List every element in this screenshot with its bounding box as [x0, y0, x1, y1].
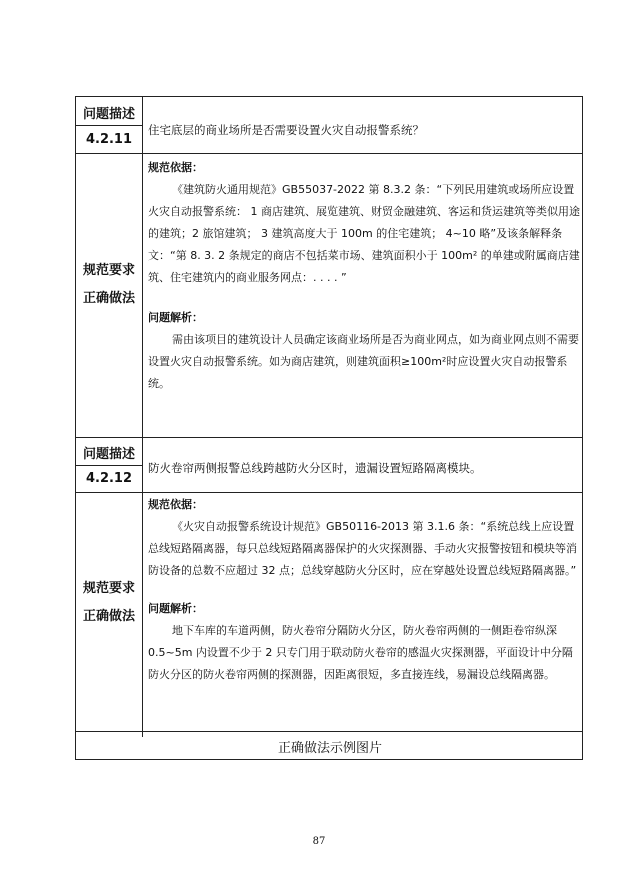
example-images-title: 正确做法示例图片 — [277, 741, 382, 756]
row-divider — [76, 492, 582, 493]
analysis-title: 问题解析： — [148, 311, 203, 324]
requirement-label — [76, 257, 142, 313]
issue-code: 4.2.11 — [85, 132, 133, 147]
requirement-label-line2: 正确做法 — [82, 609, 135, 624]
page-number: 87 — [312, 836, 326, 847]
analysis-title: 问题解析： — [148, 602, 203, 615]
requirement-label-line2: 正确做法 — [82, 291, 135, 306]
requirement-label — [76, 575, 142, 631]
issue-table — [75, 96, 583, 760]
issue-question: 防火卷帘两侧报警总线跨越防火分区时，遗漏设置短路隔离模块。 — [148, 461, 482, 475]
issue-question: 住宅底层的商业场所是否需要设置火灾自动报警系统？ — [148, 123, 424, 137]
requirement-content — [148, 157, 580, 395]
row-divider — [76, 153, 582, 154]
row-divider — [76, 731, 582, 732]
analysis-text: 需由该项目的建筑设计人员确定该商业场所是否为商业网点，如为商业网点则不需要设置火灾自动报警系统。如为商店建筑，则建筑面积≥100m²时应设置火灾自动报警系统。 — [148, 333, 579, 390]
basis-title: 规范依据： — [148, 498, 203, 511]
analysis-text: 地下车库的车道两侧，防火卷帘分隔防火分区，防火卷帘两侧的一侧距卷帘纵深 0.5~5m 内设置不少于 2 只专门用于联动防火卷帘的感温火灾探测器，平面设计中分隔防火分区的防火卷帘两侧的探测器，因距离很短，多直接连线，易漏设总线隔离器。 — [148, 624, 573, 681]
basis-text: 《火灾自动报警系统设计规范》GB50116-2013 第 3.1.6 条：“系统总线上应设置总线短路隔离器，每只总线短路隔离器保护的火灾探测器、手动火灾报警按钮和模块等消防设备的总数不应超过 32 点；总线穿越防火分区时，应在穿越处设置总线短路隔离器。” — [148, 520, 577, 577]
issue-label: 问题描述 — [82, 107, 135, 122]
row-divider — [76, 125, 142, 126]
issue-code: 4.2.12 — [85, 471, 133, 486]
requirement-content — [148, 494, 580, 686]
column-divider — [142, 97, 143, 737]
row-divider — [76, 437, 582, 438]
requirement-label-line1: 规范要求 — [82, 263, 135, 278]
issue-label: 问题描述 — [82, 447, 135, 462]
basis-text: 《建筑防火通用规范》GB55037-2022 第 8.3.2 条：“下列民用建筑或场所应设置火灾自动报警系统： 1 商店建筑、展览建筑、财贸金融建筑、客运和货运建筑等类似用途的建筑；2 旅馆建筑； 3 建筑高度大于 100m 的住宅建筑； 4~10 略”及该条解释条文：“第 8. 3. 2 条规定的商店不包括菜市场、建筑面积小于 100m² 的单建或附属商店建筑、住宅建筑内的商业服务网点：. . . . ” — [148, 183, 580, 284]
basis-title: 规范依据： — [148, 161, 203, 174]
requirement-label-line1: 规范要求 — [82, 581, 135, 596]
row-divider — [76, 465, 142, 466]
